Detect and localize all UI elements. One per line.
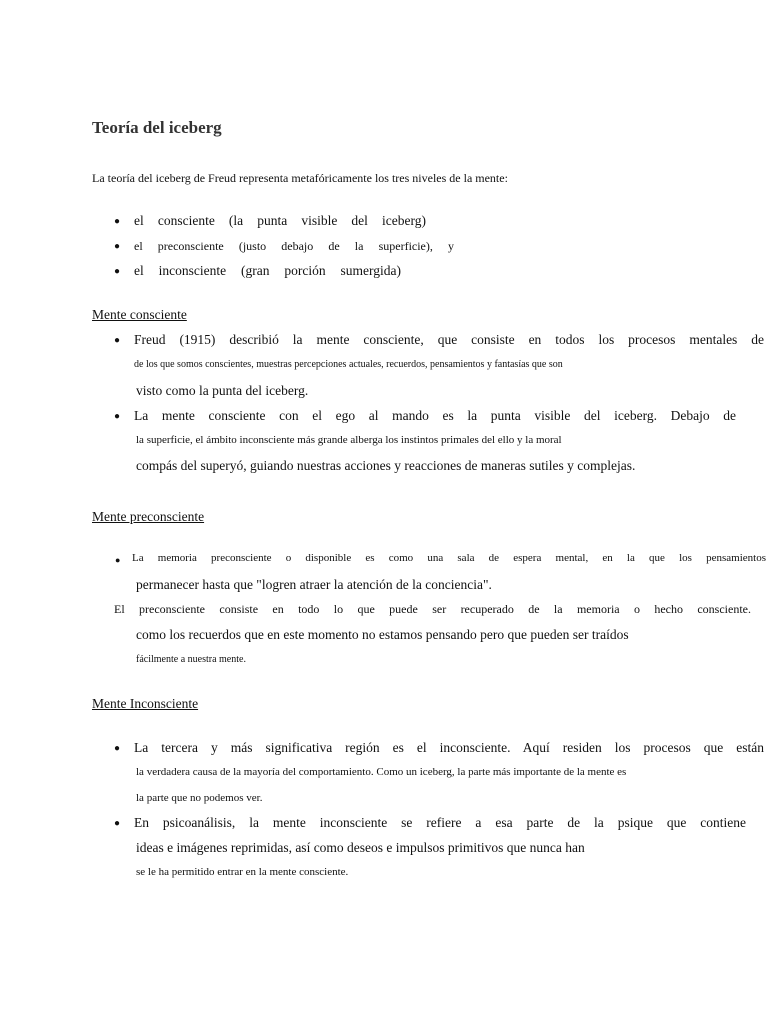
unconscious-bullet-1-line-2: la verdadera causa de la mayoría del comportamiento. Como un iceberg, la parte más importante de la mente es (136, 766, 627, 778)
conscious-bullet-2-line-3: compás del superyó, guiando nuestras acciones y reacciones de maneras sutiles y complejas. (136, 458, 636, 473)
section-heading-unconscious: Mente Inconsciente (92, 696, 199, 711)
level-item-unconscious: el inconsciente (gran porción sumergida) (134, 263, 401, 278)
preconscious-bullet-line-1: La memoria preconsciente o disponible es como una sala de espera mental, en la que los pensamientos (132, 552, 766, 564)
bullet-icon: ● (114, 241, 121, 252)
preconscious-paragraph-line-2: como los recuerdos que en este momento no estamos pensando pero que pueden ser traídos (136, 627, 629, 642)
bullet-icon: ● (114, 266, 121, 277)
preconscious-bullet-line-2: permanecer hasta que "logren atraer la atención de la conciencia". (136, 577, 492, 592)
unconscious-bullet-2-line-3: se le ha permitido entrar en la mente consciente. (136, 866, 349, 878)
unconscious-bullet-2-line-2: ideas e imágenes reprimidas, así como deseos e impulsos primitivos que nunca han (136, 840, 585, 855)
level-item-preconscious: el preconsciente (justo debajo de la superficie), y (134, 239, 454, 253)
section-heading-conscious: Mente consciente (92, 307, 187, 322)
intro-paragraph: La teoría del iceberg de Freud representa metafóricamente los tres niveles de la mente: (92, 171, 508, 185)
preconscious-paragraph-line-1: El preconsciente consiste en todo lo que puede ser recuperado de la memoria o hecho consciente. (114, 602, 751, 616)
preconscious-paragraph-line-3: fácilmente a nuestra mente. (136, 654, 246, 665)
conscious-bullet-1-line-2: de los que somos conscientes, muestras percepciones actuales, recuerdos, pensamientos y fantasías que son (134, 359, 563, 370)
unconscious-bullet-1-line-3: la parte que no podemos ver. (136, 792, 263, 804)
conscious-bullet-1-line-3: visto como la punta del iceberg. (136, 383, 309, 398)
section-heading-preconscious: Mente preconsciente (92, 509, 205, 524)
conscious-bullet-2-line-2: la superficie, el ámbito inconsciente más grande alberga los instintos primales del ello y la moral (136, 434, 562, 446)
page-title: Teoría del iceberg (92, 118, 222, 137)
level-item-conscious: el consciente (la punta visible del iceberg) (134, 213, 426, 228)
bullet-icon: ● (114, 335, 121, 346)
unconscious-bullet-2-line-1: En psicoanálisis, la mente inconsciente se refiere a esa parte de la psique que contiene (134, 815, 746, 830)
bullet-icon: ● (115, 555, 121, 565)
bullet-icon: ● (114, 411, 121, 422)
bullet-icon: ● (114, 818, 121, 829)
bullet-icon: ● (114, 216, 121, 227)
conscious-bullet-2-line-1: La mente consciente con el ego al mando es la punta visible del iceberg. Debajo de (134, 408, 736, 423)
conscious-bullet-1-line-1: Freud (1915) describió la mente consciente, que consiste en todos los procesos mentales de (134, 332, 764, 347)
bullet-icon: ● (114, 743, 121, 754)
unconscious-bullet-1-line-1: La tercera y más significativa región es el inconsciente. Aquí residen los procesos que están (134, 740, 764, 755)
